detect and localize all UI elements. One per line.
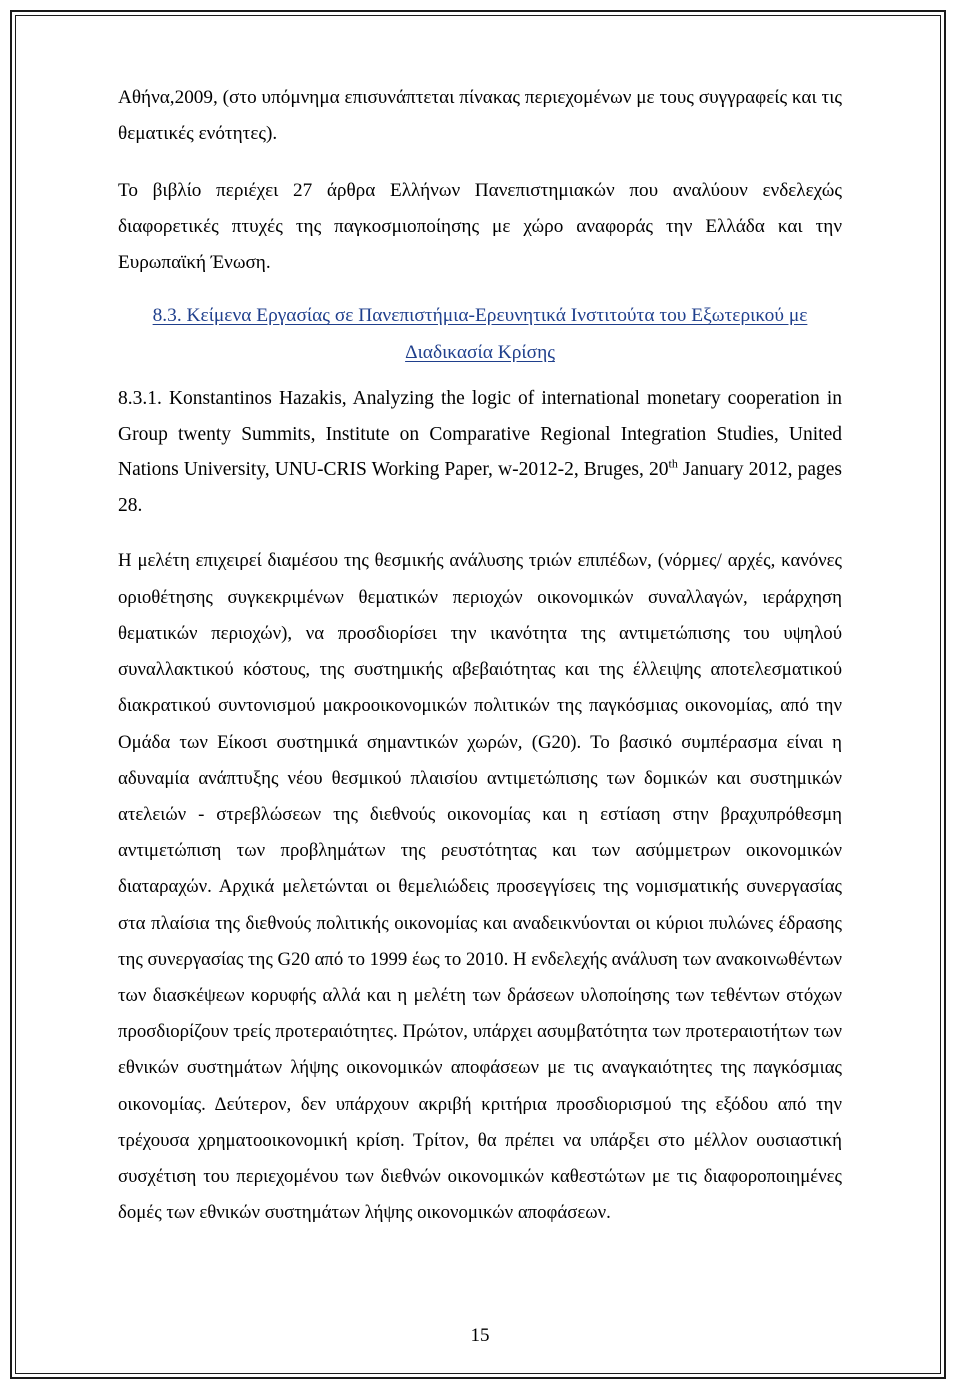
- reference-text: 8.3.1. Konstantinos Hazakis, Analyzing the logic of international monetary cooperation in Group twenty Summits, Institute on Comparative Regional Integration Studies, United Nations University, UNU-CRIS Working Paper, w-2012-2, Bruges, 20: [118, 388, 842, 481]
- section-heading: 8.3. Κείμενα Εργασίας σε Πανεπιστήμια-Ερευνητικά Ινστιτούτα του Εξωτερικού με Διαδικασία Κρίσης: [152, 305, 808, 364]
- reference-superscript: th: [668, 456, 678, 471]
- summary-paragraph: Η μελέτη επιχειρεί διαμέσου της θεσμικής ανάλυσης τριών επιπέδων, (νόρμες/ αρχές, κανόνες οριοθέτησης συγκεκριμένων θεματικών περιοχών οικονομικών συναλλαγών, ιεράρχηση θεματικών περιοχών), να προσδιορίσει την ικανότητα της αντιμετώπισης του υψηλού συναλλακτικού κόστους, της συστημικής αβεβαιότητας και της έλλειψης αποτελεσματικού διακρατικού συντονισμού μακροοικονομικών πολιτικών της παγκόσμιας οικονομίας, από την Ομάδα των Είκοσι συστημικά σημαντικών χωρών, (G20). Το βασικό συμπέρασμα είναι η αδυναμία ανάπτυξης νέου θεσμικού πλαισίου αντιμετώπισης των δομικών και συστημικών ατελειών - στρεβλώσεων της διεθνούς οικονομίας και η εστίαση στην βραχυπρόθεσμη αντιμετώπιση των προβλημάτων της ρευστότητας και των ασύμμετρων οικονομικών διαταραχών. Αρχικά μελετώνται οι θεμελιώδεις προσεγγίσεις της νομισματικής συνεργασίας στα πλαίσια της διεθνούς πολιτικής οικονομίας και αναδεικνύονται οι κύριοι πυλώνες έδρασης της συνεργασίας της G20 από το 1999 έως το 2010. Η ενδελεχής ανάλυση των ανακοινωθέντων των διασκέψεων κορυφής αλλά και η μελέτη των δράσεων υλοποίησης των τεθέντων στόχων προσδιορίζουν τρείς προτεραιότητες. Πρώτον, υπάρχει ασυμβατότητα των προτεραιοτήτων των εθνικών συστημάτων λήψης οικονομικών αποφάσεων με τις αναγκαιότητες της παγκόσμιας οικονομίας. Δεύτερον, δεν υπάρχουν ακριβή κριτήρια προσδιορισμού της εξόδου από την τρέχουσα χρηματοοικονομική κρίση. Τρίτον, θα πρέπει να υπάρξει στο μέλλον ουσιαστική συσχέτιση του περιεχομένου των διεθνών οικονομικών καθεστώτων με τις διαφοροποιημένες δομές των εθνικών συστημάτων λήψης οικονομικών αποφάσεων.: [118, 550, 842, 1224]
- reference-text-end: January 2012, pages 28.: [118, 459, 842, 516]
- page-content: [118, 80, 842, 1231]
- paragraph-top: Αθήνα,2009, (στο υπόμνημα επισυνάπτεται πίνακας περιεχομένων με τους συγγραφείς και τις θεματικές ενότητες).: [118, 87, 842, 145]
- paragraph-book: Το βιβλίο περιέχει 27 άρθρα Ελλήνων Πανεπιστημιακών που αναλύουν ενδελεχώς διαφορετικές πτυχές της παγκοσμιοποίησης με χώρο αναφοράς την Ελλάδα και την Ευρωπαϊκή Ένωση.: [118, 179, 842, 274]
- page-number: 15: [470, 1325, 490, 1346]
- reference-entry: [118, 381, 842, 523]
